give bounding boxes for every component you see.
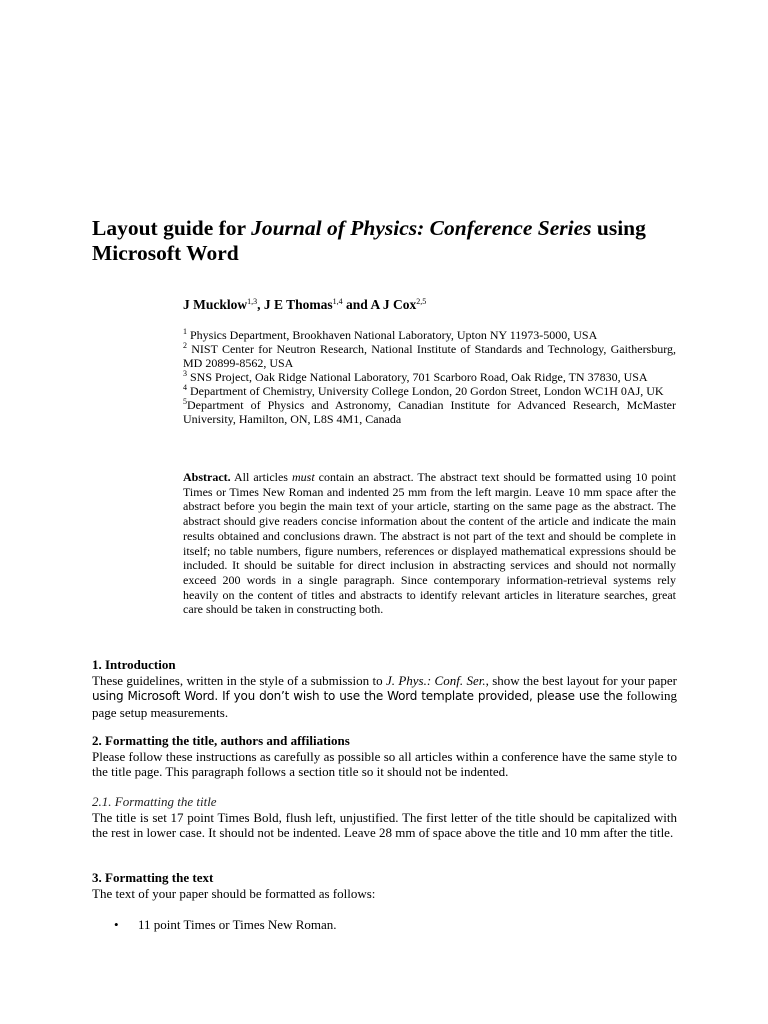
section-introduction	[92, 657, 677, 720]
affiliation-text: Physics Department, Brookhaven National Laboratory, Upton NY 11973-5000, USA	[190, 328, 598, 342]
title-part-3: using Microsoft Word	[92, 216, 646, 265]
affiliation-item	[183, 398, 676, 426]
abstract	[183, 470, 676, 617]
journal-abbrev: J. Phys.: Conf. Ser.	[385, 672, 486, 688]
affiliation-item	[183, 370, 676, 384]
subsection-heading: 2.1. Formatting the title	[92, 794, 217, 809]
section-formatting-title	[92, 733, 677, 780]
author-name: J E Thomas	[263, 297, 333, 312]
affiliation-item	[183, 328, 676, 342]
author-separator: and	[342, 297, 371, 312]
section-heading: 3. Formatting the text	[92, 870, 214, 885]
affiliation-number: 4	[183, 383, 187, 392]
affiliation-list	[183, 328, 676, 426]
author-list	[183, 297, 426, 313]
section-body: The text of your paper should be formatted as follows:	[92, 885, 376, 901]
affiliation-number: 3	[183, 369, 187, 378]
title-part-1: Layout guide for	[92, 216, 252, 240]
section-body: Please follow these instructions as carefully as possible so all articles within a conference have the same style to the title page. This paragraph follows a section title so it should not be indented.	[92, 748, 677, 779]
affiliation-text: SNS Project, Oak Ridge National Laboratory, 701 Scarboro Road, Oak Ridge, TN 37830, USA	[190, 370, 648, 384]
abstract-text: contain an abstract. The abstract text should be formatted using 10 point Times or Times New Roman and indented 25 mm from the left margin. Leave 10 mm space after the abstract before you begin the main text of your article, starting on the same page as the abstract. The abstract should give readers concise information about the content of the article and indicate the main results obtained and conclusions drawn. The abstract is not part of the text and should be complete in itself; no table numbers, figure numbers, references or displayed mathematical expressions should be included. It should be suitable for direct inclusion in abstracting services and should not normally exceed 200 words in a single paragraph. Since contemporary information-retrieval systems rely heavily on the content of titles and abstracts to identify relevant articles in literature searches, great care should be taken in constructing both.	[183, 470, 676, 617]
affiliation-text: NIST Center for Neutron Research, National Institute of Standards and Technology, Gaithersburg, MD 20899-8562, USA	[183, 342, 677, 370]
bullet-icon: •	[114, 917, 119, 932]
affiliation-item	[183, 342, 676, 370]
author-separator: ,	[257, 297, 264, 312]
list-item	[92, 917, 677, 933]
author-name: J Mucklow	[183, 297, 248, 312]
affiliation-number: 5	[183, 397, 187, 406]
list-item-text: 11 point Times or Times New Roman.	[138, 917, 337, 932]
affiliation-text: Department of Physics and Astronomy, Canadian Institute for Advanced Research, McMaster University, Hamilton, ON, L8S 4M1, Canada	[183, 398, 676, 426]
author-affiliation-ref: 2,5	[416, 297, 427, 306]
abstract-label: Abstract.	[183, 470, 231, 484]
author-affiliation-ref: 1,4	[332, 297, 343, 306]
affiliation-item	[183, 384, 676, 398]
abstract-text: All articles	[230, 470, 292, 484]
abstract-emphasis: must	[291, 470, 315, 484]
affiliation-text: Department of Chemistry, University College London, 20 Gordon Street, London WC1H 0AJ, UK	[190, 384, 664, 398]
body-text-sans: using Microsoft Word. If you don’t wish to use the Word template provided, please use the	[92, 689, 623, 703]
body-text: These guidelines, written in the style of a submission to	[92, 672, 386, 688]
section-body: The title is set 17 point Times Bold, flush left, unjustified. The first letter of the title should be capitalized with the rest in lower case. It should not be indented. Leave 28 mm of space above the title and 10 mm after the title.	[92, 809, 677, 840]
document-title	[92, 216, 692, 266]
affiliation-number: 2	[183, 341, 187, 350]
body-text: following page setup measurements.	[92, 688, 678, 720]
section-heading: 2. Formatting the title, authors and affiliations	[92, 733, 350, 748]
title-journal-name: Journal of Physics: Conference Series	[251, 216, 592, 240]
section-formatting-text	[92, 870, 677, 901]
bullet-list	[92, 917, 677, 933]
section-body	[92, 673, 677, 721]
section-heading: 1. Introduction	[92, 657, 176, 672]
affiliation-number: 1	[183, 327, 187, 336]
body-text: , show the best layout for your paper	[485, 672, 678, 688]
subsection-formatting-title	[92, 794, 677, 841]
author-name: A J Cox	[370, 297, 417, 312]
author-affiliation-ref: 1,3	[247, 297, 258, 306]
